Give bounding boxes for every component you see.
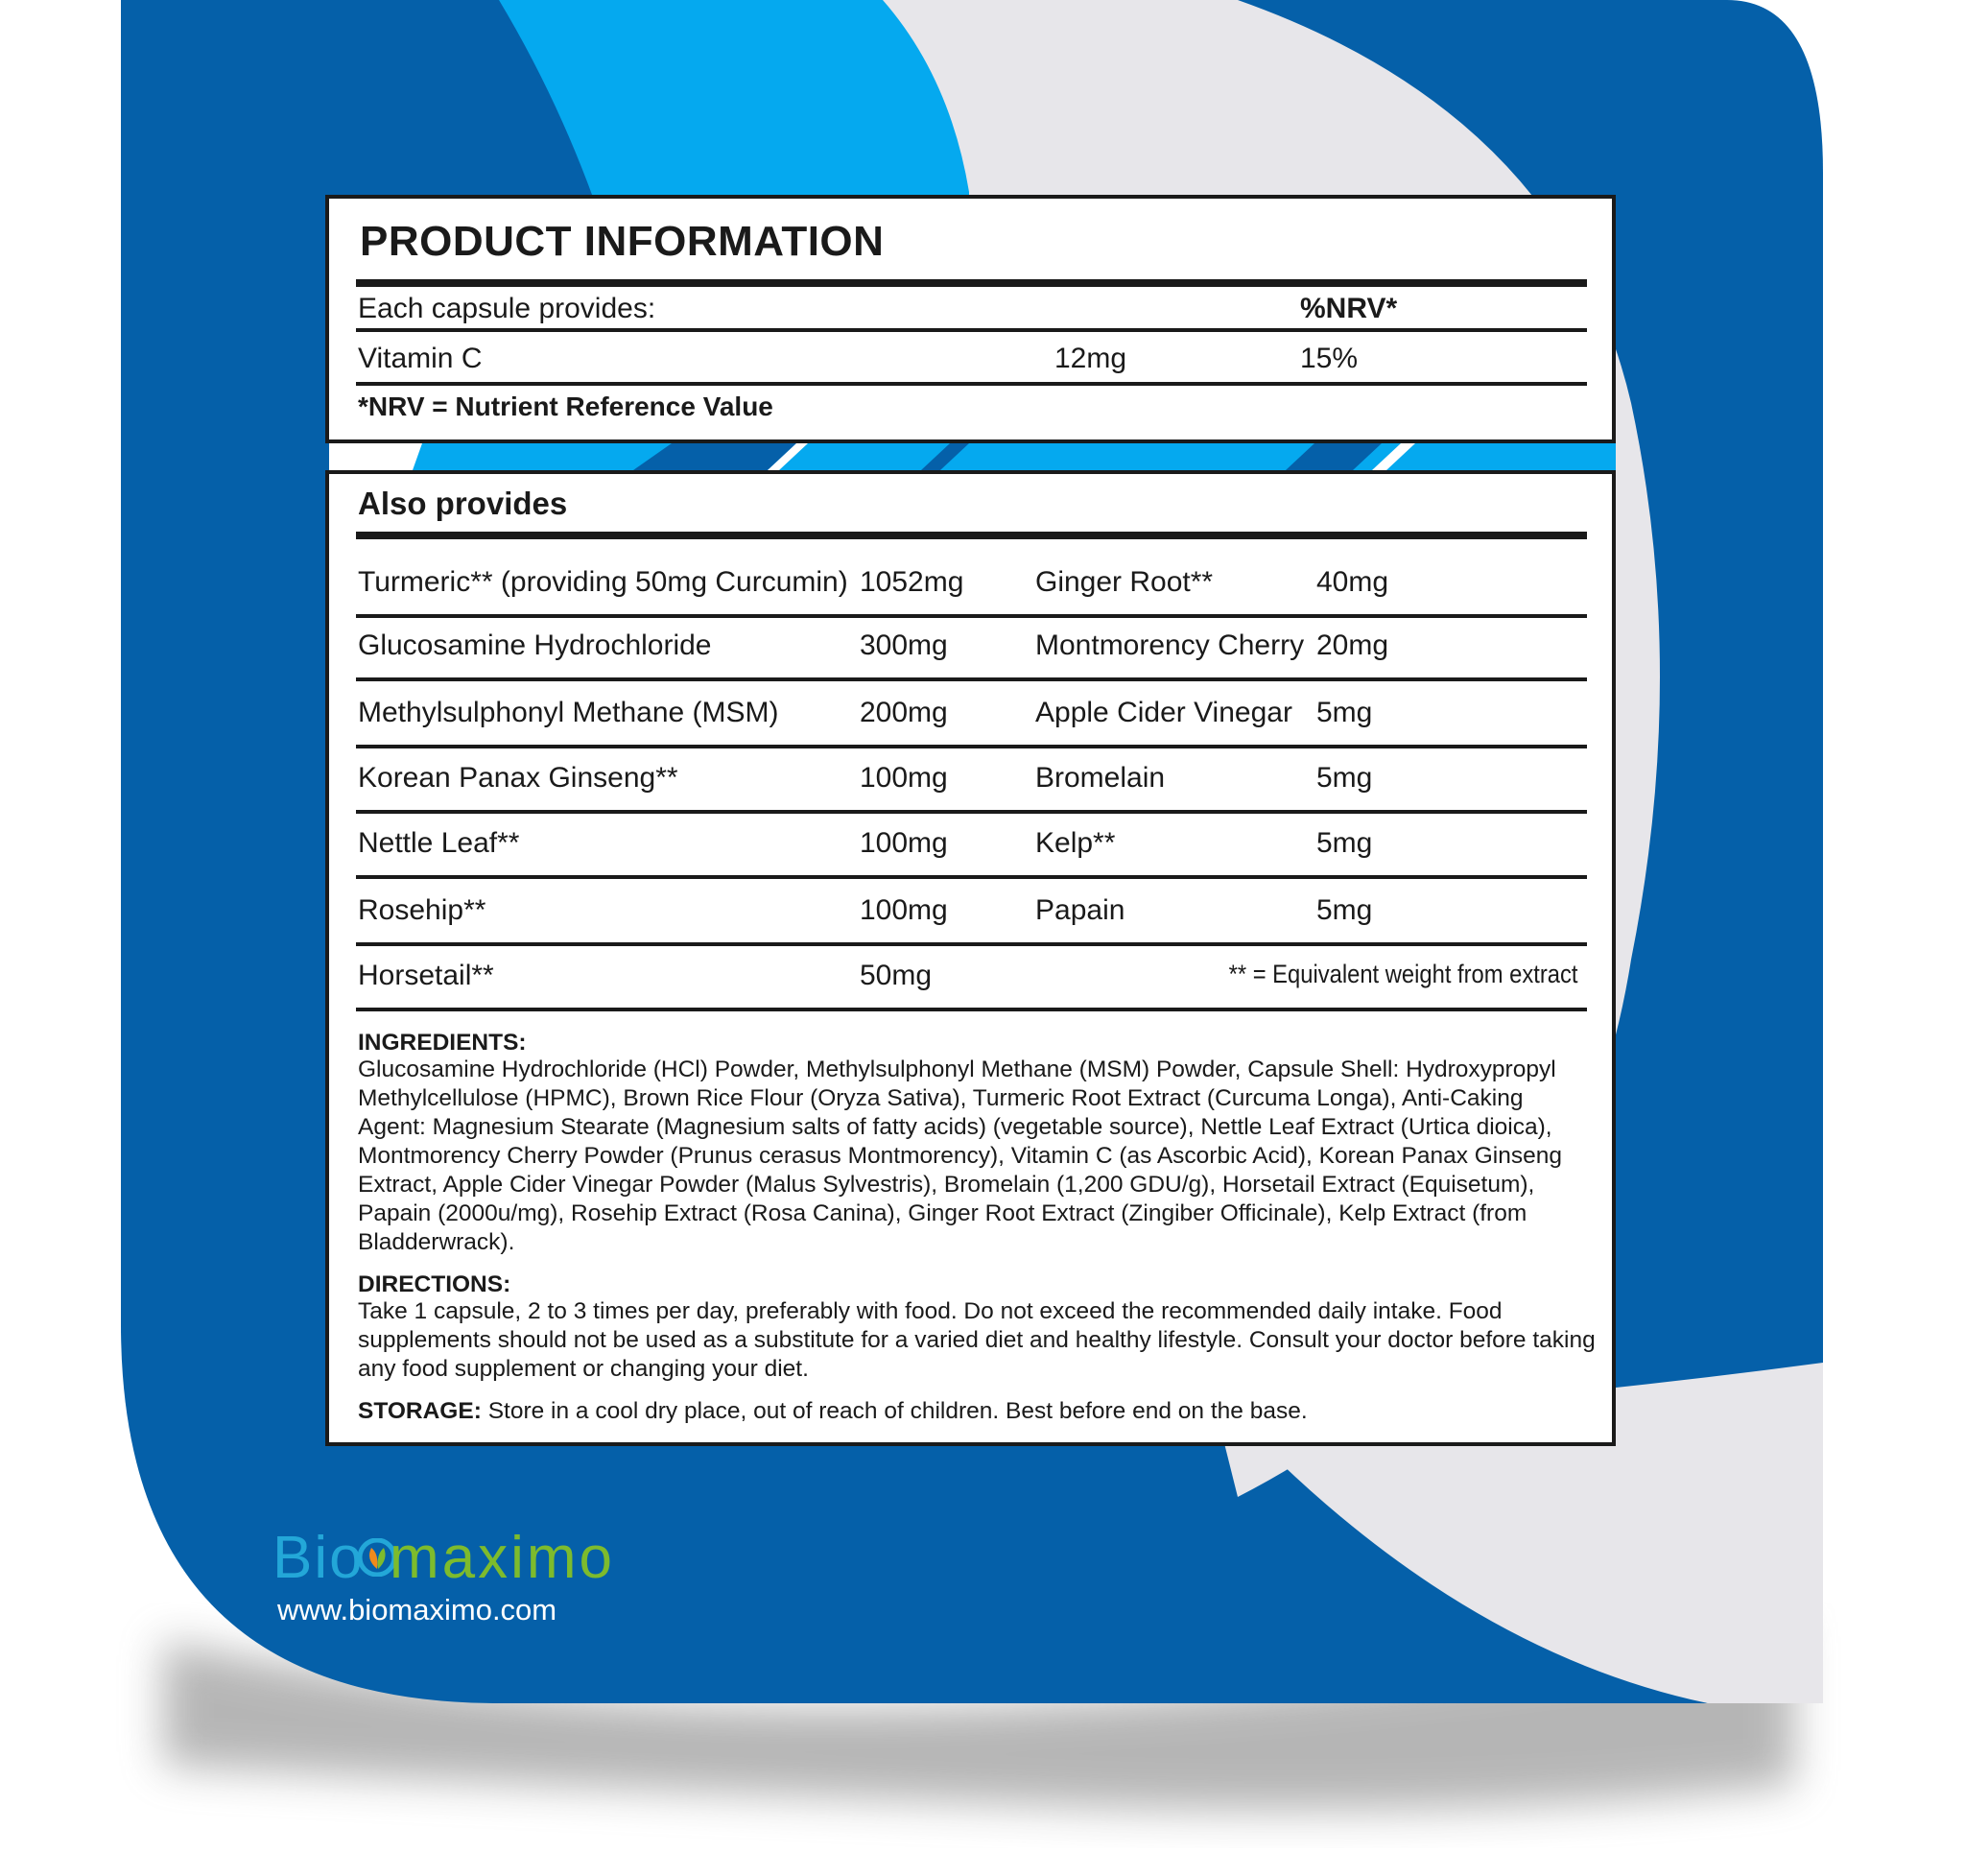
ingredient-name: Glucosamine Hydrochloride (358, 629, 712, 661)
ingredient-amount: 5mg (1316, 894, 1373, 926)
ingredient-name: Bromelain (1035, 762, 1166, 794)
also-provides-title: Also provides (358, 486, 568, 521)
ingredient-amount: 5mg (1316, 697, 1373, 728)
stripe-band (329, 443, 1616, 470)
table-row (329, 883, 1612, 946)
ingredient-amount: 100mg (860, 894, 948, 926)
ingredient-name: Horsetail** (358, 960, 494, 991)
row-rule (356, 745, 1587, 748)
table-row (329, 816, 1612, 879)
storage-text: Store in a cool dry place, out of reach of children. Best before end on the base. (487, 1398, 1308, 1424)
ingredients-text: Glucosamine Hydrochloride (HCl) Powder, Methylsulphonyl Methane (MSM) Powder, Capsule Shell: Hydroxypropyl Methylcellulose (HPMC), Brown Rice Flour (Oryza Sativa), Turmeric Root Extract (Curcuma Longa), Anti-Caking Agent: Magnesium Stearate (Magnesium salts of fatty acids) (vegetable source), Nettle Leaf Extract (Urtica dioica), Montmorency Cherry Powder (Prunus cerasus Montmorency), Vitamin C (as Ascorbic Acid), Korean Panax Ginseng Extract, Apple Cider Vinegar Powder (Malus Sylvestris), Bromelain (1,200 GDU/g), Horsetail Extract (Equisetum), Papain (2000u/mg), Rosehip Extract (Rosa Canina), Ginger Root Extract (Zingiber Officinale), Kelp Extract (from Bladderwrack). (358, 1057, 1563, 1255)
nrv-header: %NRV* (1300, 293, 1398, 324)
ingredient-name: Korean Panax Ginseng** (358, 762, 678, 794)
ingredient-name: Kelp** (1035, 827, 1116, 859)
header-rule (356, 328, 1587, 332)
ingredient-amount: 100mg (860, 762, 948, 794)
table-row (329, 685, 1612, 748)
vitamin-c-name: Vitamin C (358, 343, 483, 374)
brand-name-maximo: maximo (390, 1525, 616, 1591)
ingredients-section (358, 1031, 1596, 1257)
ingredient-name: Nettle Leaf** (358, 827, 520, 859)
ingredient-name: Methylsulphonyl Methane (MSM) (358, 697, 779, 728)
storage-heading: STORAGE: (358, 1398, 482, 1424)
row-rule (356, 875, 1587, 879)
vitamin-c-nrv: 15% (1300, 343, 1359, 374)
ingredient-amount: 100mg (860, 827, 948, 859)
ingredient-amount: 1052mg (860, 566, 964, 598)
ingredients-heading: INGREDIENTS: (358, 1030, 527, 1056)
ingredient-amount: 50mg (860, 960, 933, 991)
row-rule (356, 1008, 1587, 1011)
ingredient-name: Ginger Root** (1035, 566, 1214, 598)
ingredient-amount: 20mg (1316, 629, 1389, 661)
table-row (329, 618, 1612, 681)
nrv-footnote: *NRV = Nutrient Reference Value (358, 392, 773, 421)
directions-text: Take 1 capsule, 2 to 3 times per day, preferably with food. Do not exceed the recommended daily intake. Food supplements should not be used as a substitute for a varied diet and healthy lifestyle. Consult your doctor before taking any food supplement or changing your diet. (358, 1298, 1596, 1382)
ingredient-amount: 5mg (1316, 762, 1373, 794)
vitamin-rule (356, 382, 1587, 386)
table-row (329, 948, 1612, 1011)
row-rule (356, 810, 1587, 814)
ingredient-name: Montmorency Cherry (1035, 629, 1305, 661)
stripe-white-3 (329, 443, 422, 470)
ingredient-amount: 40mg (1316, 566, 1389, 598)
row-rule (356, 942, 1587, 946)
ingredient-amount: 200mg (860, 697, 948, 728)
table-row (329, 555, 1612, 618)
storage-section (358, 1397, 1596, 1426)
also-title-rule (356, 532, 1587, 539)
capsule-header-label: Each capsule provides: (358, 293, 656, 324)
product-info-title: PRODUCT INFORMATION (360, 218, 885, 265)
also-provides-panel (325, 470, 1616, 1446)
directions-heading: DIRECTIONS: (358, 1271, 511, 1297)
vitamin-c-amount: 12mg (1054, 343, 1127, 374)
ingredient-name: Apple Cider Vinegar (1035, 697, 1292, 728)
ingredient-name: Rosehip** (358, 894, 486, 926)
ingredient-amount: 5mg (1316, 827, 1373, 859)
ingredient-name: Turmeric** (providing 50mg Curcumin) (358, 566, 848, 598)
ingredient-amount: 300mg (860, 629, 948, 661)
row-rule (356, 677, 1587, 681)
website-url[interactable]: www.biomaximo.com (277, 1593, 557, 1627)
product-information-panel (325, 195, 1616, 443)
table-row (329, 750, 1612, 814)
extract-footnote: ** = Equivalent weight from extract (1228, 960, 1577, 988)
title-rule (356, 279, 1587, 287)
brand-name-bio: Bio (272, 1525, 365, 1591)
ingredient-name: Papain (1035, 894, 1125, 926)
directions-section (358, 1272, 1596, 1384)
